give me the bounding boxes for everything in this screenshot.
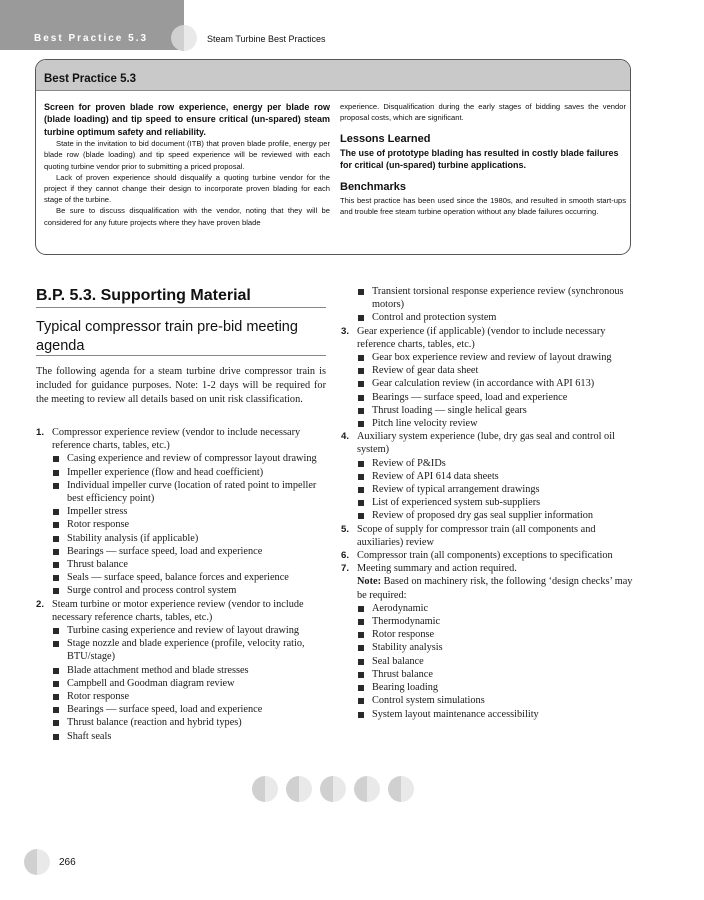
agenda-numbered-item (341, 430, 633, 456)
agenda-bullet-item: Thrust loading — single helical gears (341, 404, 633, 417)
agenda-left-column (36, 426, 328, 743)
agenda-item-text: Auxiliary system experience (lube, dry gas seal and control oil system) (357, 431, 615, 456)
agenda-bullet-item: Review of proposed dry gas seal supplier information (341, 509, 633, 522)
agenda-bullet-item: Transient torsional response experience review (synchronous motors) (341, 285, 633, 311)
lessons-learned-text: The use of prototype blading has resulted in costly blade failures for critical (un-spared) turbine applications. (340, 147, 619, 171)
subsection-title: Typical compressor train pre-bid meeting agenda (36, 319, 298, 354)
header-circle-ornament (171, 25, 197, 51)
agenda-item-number: 2. (36, 598, 45, 610)
agenda-bullet-item: Stability analysis (if applicable) (36, 532, 328, 545)
header-section-label: Best Practice 5.3 (34, 33, 149, 44)
agenda-bullet-item: Thermodynamic (341, 615, 633, 628)
footer-dot (286, 776, 312, 802)
agenda-bullet-item: Rotor response (36, 518, 328, 531)
agenda-bullet-item: List of experienced system sub-suppliers (341, 496, 633, 509)
agenda-bullet-item: System layout maintenance accessibility (341, 708, 633, 721)
agenda-bullet-item: Stability analysis (341, 641, 633, 654)
note-text: Based on machinery risk, the following ‘design checks’ may be required: (357, 576, 633, 601)
agenda-bullet-item: Pitch line velocity review (341, 417, 633, 430)
agenda-note (341, 575, 633, 601)
agenda-bullet-item: Aerodynamic (341, 602, 633, 615)
agenda-bullet-item: Thrust balance (36, 558, 328, 571)
intro-paragraph: The following agenda for a steam turbine drive compressor train is included for guidance purposes. Note: 1-2 days will be required for the meeting to review all details based on unit risk classification. (36, 366, 326, 405)
agenda-bullet-item: Gear calculation review (in accordance with API 613) (341, 377, 633, 390)
agenda-bullet-item: Bearings — surface speed, load and experience (36, 545, 328, 558)
best-practice-left-column (44, 101, 330, 228)
agenda-item-number: 6. (341, 550, 350, 562)
page-number: 266 (59, 857, 76, 868)
agenda-bullet-item: Turbine casing experience and review of layout drawing (36, 624, 328, 637)
agenda-numbered-item (341, 562, 633, 575)
footer-dot (252, 776, 278, 802)
header-tab (0, 0, 184, 50)
agenda-item-number: 3. (341, 325, 350, 337)
agenda-bullet-item: Gear box experience review and review of layout drawing (341, 351, 633, 364)
agenda-bullet-item: Control and protection system (341, 311, 633, 324)
running-title: Steam Turbine Best Practices (207, 34, 326, 44)
best-practice-box-title: Best Practice 5.3 (44, 73, 137, 85)
best-practice-paragraph: Be sure to discuss disqualification with the vendor, noting that they will be considered for any future projects where they have proven blade (44, 206, 330, 227)
agenda-bullet-item: Individual impeller curve (location of rated point to impeller best efficiency point) (36, 479, 328, 505)
agenda-item-number: 1. (36, 427, 45, 438)
agenda-bullet-item: Stage nozzle and blade experience (profile, velocity ratio, BTU/stage) (36, 637, 328, 663)
note-label: Note: (357, 576, 382, 588)
agenda-numbered-item (341, 523, 633, 549)
agenda-bullet-item: Control system simulations (341, 694, 633, 707)
best-practice-paragraph: State in the invitation to bid document (ITB) that proven blade profile, energy per blade row (blade loading) and tip speed experience will be reviewed with each quoting turbine vendor prior to submitting a priced proposal. (44, 139, 330, 171)
agenda-item-text: Compressor train (all components) exceptions to specification (357, 550, 613, 562)
agenda-right-column (341, 285, 633, 721)
best-practice-statement: Screen for proven blade row experience, energy per blade row (blade loading) and tip speed to ensure critical (un-spared) steam turbine optimum safety and reliability. (44, 102, 330, 137)
agenda-bullet-item: Rotor response (36, 690, 328, 703)
agenda-bullet-item: Thrust balance (341, 668, 633, 681)
agenda-bullet-item: Blade attachment method and blade stresses (36, 664, 328, 677)
agenda-numbered-item (36, 598, 328, 624)
agenda-numbered-item (341, 549, 633, 562)
agenda-numbered-item (341, 325, 633, 351)
agenda-bullet-item: Shaft seals (36, 730, 328, 743)
agenda-bullet-item: Campbell and Goodman diagram review (36, 677, 328, 690)
agenda-bullet-item: Bearings — surface speed, load and experience (36, 703, 328, 716)
agenda-bullet-item: Thrust balance (reaction and hybrid types) (36, 716, 328, 729)
agenda-item-text: Meeting summary and action required. (357, 563, 517, 575)
lessons-learned-heading: Lessons Learned (340, 133, 431, 146)
agenda-bullet-item: Review of gear data sheet (341, 364, 633, 377)
agenda-numbered-item (36, 426, 328, 452)
agenda-bullet-item: Review of P&IDs (341, 457, 633, 470)
best-practice-box (35, 59, 631, 255)
page-number-circle (24, 849, 50, 875)
benchmarks-text: This best practice has been used since the 1980s, and resulted in smooth start-ups and trouble free steam turbine operation without any blade failures occurring. (340, 195, 626, 216)
agenda-bullet-item: Review of typical arrangement drawings (341, 483, 633, 496)
agenda-item-text: Gear experience (if applicable) (vendor to include necessary reference charts, tables, etc.) (357, 325, 606, 350)
section-title: B.P. 5.3. Supporting Material (36, 287, 251, 304)
agenda-bullet-item: Seal balance (341, 655, 633, 668)
subsection-title-rule (36, 355, 326, 356)
agenda-bullet-item: Surge control and process control system (36, 584, 328, 597)
agenda-item-text: Compressor experience review (vendor to include necessary reference charts, tables, etc.) (52, 427, 301, 452)
agenda-item-text: Scope of supply for compressor train (all components and auxiliaries) review (357, 523, 596, 548)
agenda-bullet-item: Bearings — surface speed, load and experience (341, 391, 633, 404)
footer-dot (388, 776, 414, 802)
best-practice-title-bar (36, 60, 630, 91)
agenda-bullet-item: Impeller experience (flow and head coefficient) (36, 466, 328, 479)
agenda-item-number: 7. (341, 563, 350, 575)
footer-dot (354, 776, 380, 802)
best-practice-right-column (340, 101, 626, 217)
agenda-bullet-item: Seals — surface speed, balance forces and experience (36, 571, 328, 584)
agenda-bullet-item: Bearing loading (341, 681, 633, 694)
agenda-bullet-item: Casing experience and review of compressor layout drawing (36, 452, 328, 465)
footer-dot (320, 776, 346, 802)
best-practice-paragraph: Lack of proven experience should disqualify a quoting turbine vendor for the project if they cannot change their design to incorporate proven blading for each stage of the turbine. (44, 172, 330, 205)
agenda-item-number: 5. (341, 523, 350, 535)
benchmarks-heading: Benchmarks (340, 181, 407, 194)
agenda-bullet-item: Review of API 614 data sheets (341, 470, 633, 483)
agenda-bullet-item: Impeller stress (36, 505, 328, 518)
best-practice-continued-text: experience. Disqualification during the early stages of bidding saves the vendor proposal costs, which are significant. (340, 102, 626, 123)
section-title-rule (36, 307, 326, 308)
agenda-item-text: Steam turbine or motor experience review (vendor to include necessary reference charts, tables, etc.) (52, 598, 304, 623)
agenda-item-number: 4. (341, 431, 350, 443)
agenda-bullet-item: Rotor response (341, 628, 633, 641)
